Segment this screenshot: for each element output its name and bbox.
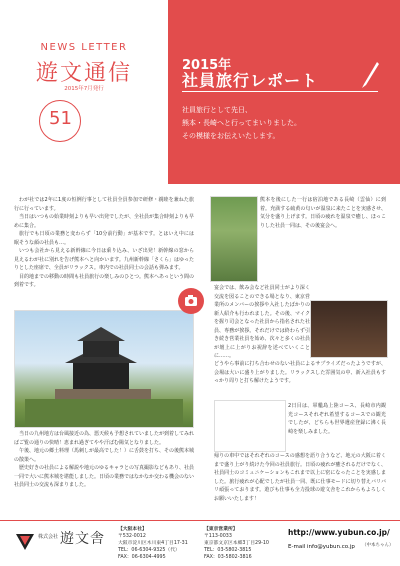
- gunkanjima-photo: [214, 400, 286, 452]
- title-underline: [182, 91, 378, 92]
- garden-photo: [210, 196, 258, 282]
- paragraph: 旅行でも日頃の業務と変わらず「10分前行動」が基本です。とはいえ中には眠そうな顔の社員も…。: [14, 231, 194, 246]
- office-postal: 〒532-0012: [118, 534, 146, 539]
- issue-number: 51: [49, 108, 72, 129]
- office-title: 【大阪本社】: [118, 527, 147, 532]
- article-right-mid2: どうやら事前に打ち合わせのない社員によるサプライズだったようですが、会場は大いに盛り上がりました。リラックスした雰囲気の中、新入社員もすっかり周りと打ち解けたようです。: [214, 361, 386, 384]
- banquet-photo: [310, 300, 388, 358]
- intro-line: その模様をお伝えいたします。: [182, 132, 280, 140]
- paragraph: わが社では2年に1度の恒例行事として社員全員参加で研修・親睦を兼ねた旅行に行っています。: [14, 197, 194, 212]
- company-type: 株式会社: [38, 534, 59, 540]
- masthead: [0, 0, 168, 184]
- footer-divider: [0, 520, 400, 521]
- office-tel: TEL：03-5802-3815: [204, 548, 252, 553]
- article-right-low: 2日目は、軍艦島上陸コース、長崎市内観光コースそれぞれ希望するコースでの観光でしたが、どちらも世界遺産登録に沸く長崎を楽しみました。: [288, 403, 386, 435]
- newsletter-label: NEWS LETTER: [40, 42, 128, 53]
- newsletter-title: 遊文通信: [35, 61, 132, 86]
- article-left-column: [14, 196, 194, 290]
- office-title: 【東京営業所】: [204, 527, 238, 532]
- email-link[interactable]: E-mail info@yubun.co.jp: [288, 544, 355, 550]
- paragraph: 当日の九州地方は台風接近の為、悪天候も予想されていましたが到着してみればご覧の通りの快晴！恵まれ過ぎてやや汗ばむ陽気となりました。: [14, 431, 195, 446]
- office-fax: FAX：06-6304-4995: [118, 555, 166, 560]
- intro-line: 社員旅行として先日、: [182, 106, 252, 114]
- article-right-bottom: 帰りの車中ではそれぞれのコースの感想を語り合うなど、地元の大阪に着くまで盛り上がり続けた今回の社員旅行。日頃の疲れが癒されるだけでなく、社員同士のコミュニケーションもこれまで以上に密になったことを実感しました。旅行疲れが心配でしたが社員一同、既に仕事モードに切り替えバリバリ頑張っております。遊びも仕事も全力投球の遊文舎をこれからもよろしくお願いいたします！: [214, 453, 386, 502]
- office-tel: TEL：06-6304-9325（代）: [118, 548, 180, 553]
- intro-text: [182, 104, 392, 143]
- kumamoto-castle-photo: [14, 310, 194, 428]
- paragraph: 当日はいつもの始業時刻よりも早い出発でしたが、全社員が集合時刻よりも早めに集合。: [14, 214, 195, 229]
- paragraph: 午後、地元の郷土料理（馬刺しが最高でした！）に舌鼓を打ち、その後熊本城の散策へ。: [14, 448, 195, 463]
- paragraph: 歴史好きの社員による解説や地元のゆるキャラとの写真撮影などもあり、社員一同で大いに熊本城を堪能しました。日頃の業務ではなかなか交わる機会のない社員同士の交流も深まりました。: [14, 465, 195, 488]
- tokyo-office: [204, 526, 274, 561]
- office-address: 大阪市淀川区木川東4丁目17-31: [118, 541, 188, 546]
- article-title: 社員旅行レポート: [182, 71, 319, 90]
- castle-illustration: [15, 311, 193, 427]
- office-postal: 〒113-0033: [204, 534, 232, 539]
- article-right-mid: 宴会では、飲み会など社員同士がより深く交流を図ることのできる場となり、東京営業所のメンバーの挨拶や入社したばかりの新人紹介も行われました。その後、マイクを握り司会となった社員から指名された社員、専務が挨拶。それだけでは終わらず引き続き営業社員を始め、次々と多くの社員が壇上に上がりお祝辞を述べていくことに……。: [214, 285, 310, 359]
- company-name: 遊文舎: [60, 531, 105, 547]
- office-fax: FAX：03-5802-3816: [204, 555, 252, 560]
- article-left-bottom: [14, 430, 194, 490]
- paragraph: いつも会社から見える新幹線に今日は乗り込み、いざ出発！新幹線の窓から見えるわが社に別れを告げ熊本へと向かいます。九州新幹線「さくら」はゆったりとした座席で、全員がリラックス。車内での社員同士の会話も弾みます。: [14, 248, 194, 271]
- osaka-office: [118, 526, 198, 561]
- paragraph: 目的地までの移動の時間も社員旅行の楽しみのひとつ。熊本へあっという間の到着です。: [14, 273, 194, 288]
- author-signature: （中本ちゃん）: [362, 543, 394, 548]
- title-banner: [168, 0, 400, 184]
- intro-line: 熊本・長崎へと行ってまいりました。: [182, 119, 301, 127]
- website-link[interactable]: http://www.yubun.co.jp/: [288, 528, 390, 537]
- company-logo-icon: [14, 530, 36, 552]
- issue-date: 2015年7月発行: [64, 86, 104, 92]
- camera-icon: [178, 288, 204, 314]
- article-year: 2015年: [182, 58, 232, 73]
- office-address: 東京都文京区本郷3丁目29-10: [204, 541, 269, 546]
- pen-icon: [358, 60, 380, 90]
- article-right-top: 熊本を後にした一行は宿泊地である長崎（雲仙）に到着。充満する硫黄の匂いが温泉に来たことを実感させ、気分を盛り上げます。日頃の疲れを温泉で癒し、ほっこりした社員一同は、その後宴会へ。: [260, 197, 386, 229]
